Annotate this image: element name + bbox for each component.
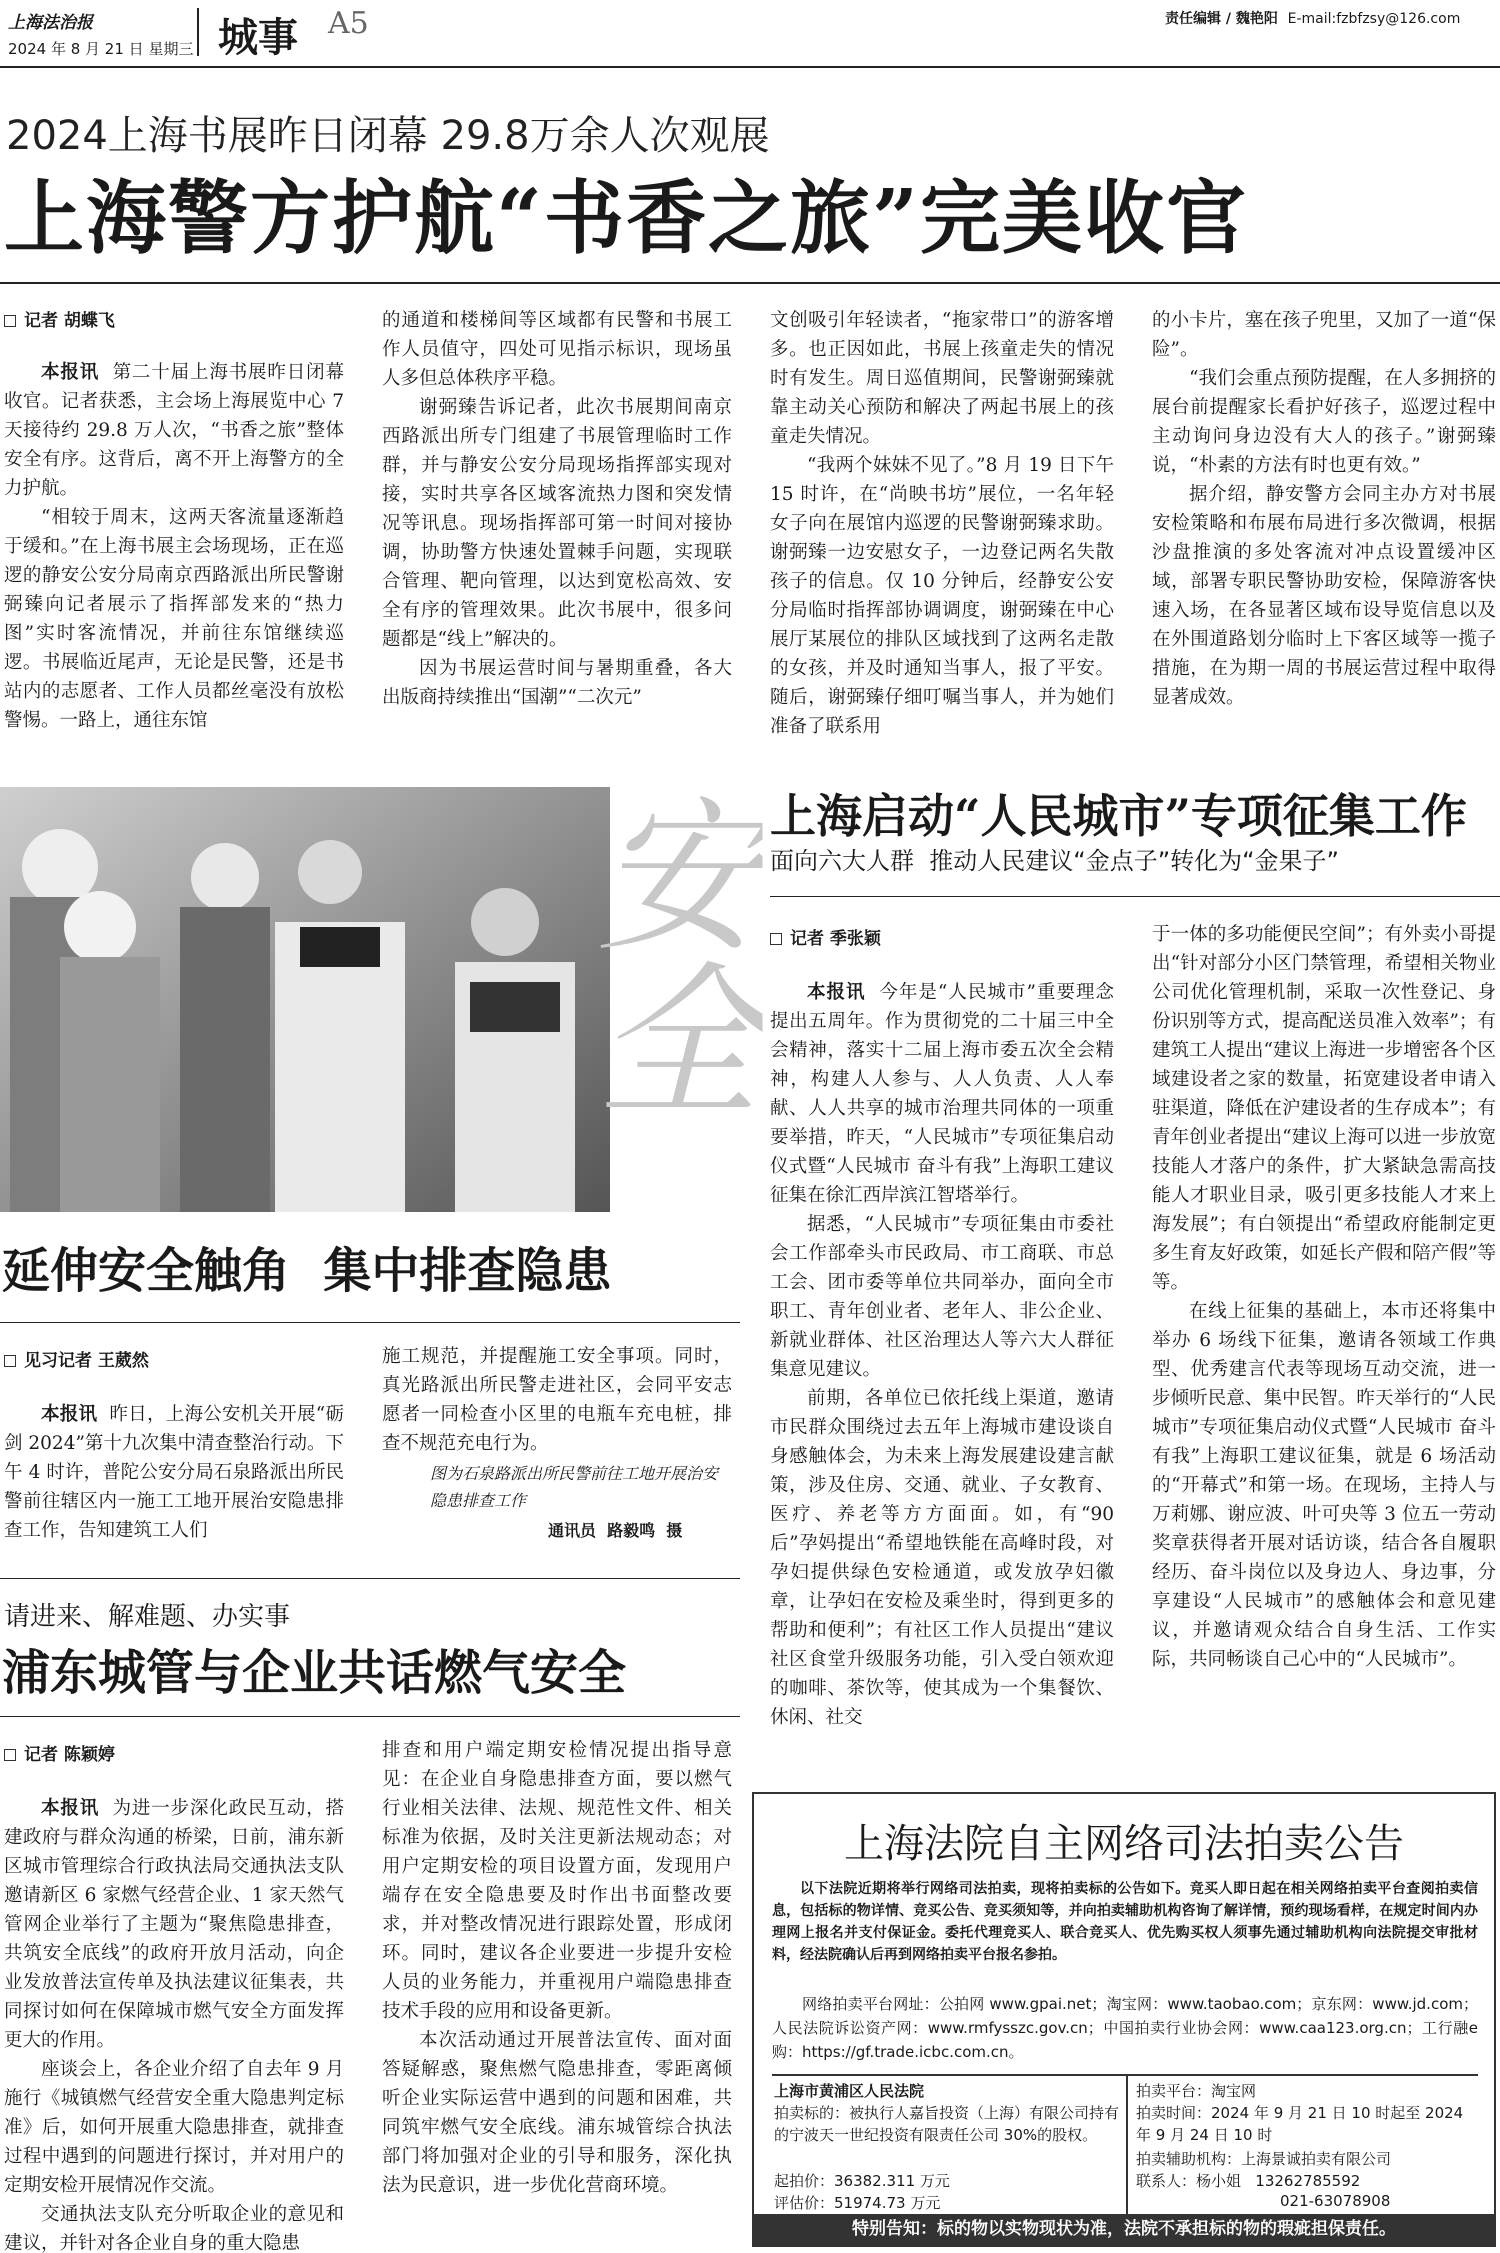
auction-agency: 拍卖辅助机构：上海景诚拍卖有限公司 xyxy=(1136,2150,1392,2168)
story4-top-rule xyxy=(0,1578,740,1579)
auction-contact: 联系人：杨小姐 13262785592 xyxy=(1136,2172,1361,2190)
story4-kicker: 请进来、解难题、办实事 xyxy=(4,1602,291,1632)
auction-time: 拍卖时间：2024 年 9 月 21 日 10 时起至 2024 年 9 月 24 日 10 时 xyxy=(1136,2104,1464,2144)
story3-rule xyxy=(770,896,1500,897)
story4-byline: 记者 陈颖婷 xyxy=(4,1740,115,1765)
story1-col1: 本报讯 第二十届上海书展昨日闭幕收官。记者获悉，主会场上海展览中心 7 天接待约 29.8 万人次，“书香之旅”整体安全有序。这背后，离不开上海警方的全力护航。 “相较于周末，这两天客流量逐渐趋于缓和。”在上海书展主会场现场，正在巡逻的静安公安分局南京西路派出所民警谢弼臻向记者展示了指挥部发来的“热力图”实时客流情况，并前往东馆继续巡逻。书展临近尾声，无论是民警，还是书站内的志愿者、工作人员都丝毫没有放松警惕。一路上，通往东馆 xyxy=(4,362,344,731)
story3-col2: 于一体的多功能便民空间”；有外卖小哥提出“针对部分小区门禁管理，希望相关物业公司优化管理机制，采取一次性登记、身份识别等方式，提高配送员准入效率”；有建筑工人提出“建议上海进一步增密各个区域建设者之家的数量，拓宽建设者申请入驻渠道，降低在沪建设者的生存成本”；有青年创业者提出“建议上海可以进一步放宽技能人才落户的条件，扩大紧缺急需高技能人才职业目录，吸引更多技能人才来上海发展”；有白领提出“希望政府能制定更多生育友好政策，如延长产假和陪产假”等等。 在线上征集的基础上，本市还将集中举办 6 场线下征集，邀请各领域工作典型、优秀建言代表等现场互动交流，进一步倾听民意、集中民智。昨天举行的“人民城市”专项征集启动仪式暨“人民城市 奋斗有我”上海职工建议征集，就是 6 场活动的“开幕式”和第一场。在现场，主持人与万莉娜、谢应波、叶可央等 3 位五一劳动奖章获得者开展对话访谈，结合各自履职经历、奋斗岗位以及身边人、身边事，分享建设“人民城市”的感触体会和意见建议，并邀请观众结合自身生活、工作实际，共同畅谈自己心中的“人民城市”。 xyxy=(1152,924,1496,1670)
page-header xyxy=(0,0,1500,68)
auction-eval-price: 评估价：51974.73 万元 xyxy=(774,2194,941,2212)
auction-special-notice: 特别告知：标的物以实物现状为准，法院不承担标的物的瑕疵担保责任。 xyxy=(754,2214,1494,2245)
auction-title: 上海法院自主网络司法拍卖公告 xyxy=(844,1821,1404,1867)
auction-start-price: 起拍价：36382.311 万元 xyxy=(774,2172,950,2190)
auction-intro: 以下法院近期将举行网络司法拍卖，现将拍卖标的公告如下。竞买人即日起在相关网络拍卖平台查阅拍卖信息，包括标的物详情、竞买公告、竞买须知等，并向拍卖辅助机构咨询了解详情，预约现场看样，在规定时间内办理网上报名并支付保证金。委托代理竞买人、联合竞买人、优先购买权人须事先通过辅助机构向法院提交审批材料，经法院确认后再到网络拍卖平台报名参拍。 xyxy=(772,1881,1478,1963)
auction-platform: 拍卖平台：淘宝网 xyxy=(1136,2082,1257,2100)
page-number: A5 xyxy=(328,6,369,41)
photo-caption: 图为石泉路派出所民警前往工地开展治安隐患排查工作 xyxy=(430,1464,719,1510)
story2-byline: 见习记者 王葳然 xyxy=(4,1346,149,1371)
story1-byline: 记者 胡蝶飞 xyxy=(4,306,115,331)
auction-phone2: 021-63078908 xyxy=(1280,2192,1391,2210)
story3-headline: 上海启动“人民城市”专项征集工作 xyxy=(770,789,1467,843)
editor-credit: 责任编辑 / 魏艳阳 E-mail:fzbfzsy@126.com xyxy=(1165,11,1461,27)
auction-platforms: 网络拍卖平台网址：公拍网 www.gpai.net；淘宝网：www.taobao.com；京东网：www.jd.com；人民法院诉讼资产网：www.rmfysszc.gov.cn；中国拍卖行业协会网：www.caa123.org.cn；工行融e购：https://gf.trade.icbc.com.cn。 xyxy=(772,1995,1478,2061)
story2-rule xyxy=(0,1322,740,1323)
auction-subject: 拍卖标的：被执行人嘉旨投资（上海）有限公司持有的宁波天一世纪投资有限责任公司 30%的股权。 xyxy=(774,2104,1120,2144)
auction-court: 上海市黄浦区人民法院 xyxy=(774,2082,925,2100)
story2-col1: 本报讯 昨日，上海公安机关开展“砺剑 2024”第十九次集中清查整治行动。下午 4 时许，普陀公安分局石泉路派出所民警前往辖区内一施工工地开展治安隐患排查工作，告知建筑工人们 xyxy=(4,1404,344,1541)
story1-col2: 的通道和楼梯间等区域都有民警和书展工作人员值守，四处可见指示标识，现场虽人多但总体秩序平稳。 谢弼臻告诉记者，此次书展期间南京西路派出所专门组建了书展管理临时工作群，并与静安公安分局现场指挥部实现对接，实时共享各区域客流热力图和突发情况等讯息。现场指挥部可第一时间对接协调，协助警方快速处置棘手问题，实现联合管理、靶向管理，以达到宽松高效、安全有序的管理效果。此次书展中，很多问题都是“线上”解决的。 因为书展运营时间与暑期重叠，各大出版商持续推出“国潮”“二次元” xyxy=(382,310,732,708)
auction-table-rule-v xyxy=(1126,2074,1128,2220)
story1-rule xyxy=(0,282,1500,284)
story3-subhead: 面向六大人群 推动人民建议“金点子”转化为“金果子” xyxy=(770,847,1339,875)
story1-col4: 的小卡片，塞在孩子兜里，又加了一道“保险”。 “我们会重点预防提醒，在人多拥挤的展台前提醒家长看护好孩子，巡逻过程中主动询问身边没有大人的孩子。”谢弼臻说，“朴素的方法有时也更有效。” 据介绍，静安警方会同主办方对书展安检策略和布展布局进行多次微调，根据沙盘推演的多处客流对冲点设置缓冲区域，部署专职民警协助安检，保障游客快速入场，在各显著区域布设导览信息以及在外围道路划分临时上下客区域等一揽子措施，在为期一周的书展运营过程中取得显著成效。 xyxy=(1152,310,1496,708)
photo-credit: 通讯员 路毅鸣 摄 xyxy=(548,1521,683,1540)
auction-notice xyxy=(752,1792,1496,2247)
story1-col3: 文创吸引年轻读者，“拖家带口”的游客增多。也正因如此，书展上孩童走失的情况时有发生。周日巡值期间，民警谢弼臻就靠主动关心预防和解决了两起书展上的孩童走失情况。 “我两个妹妹不见了。”8 月 19 日下午 15 时许，在“尚映书坊”展位，一名年轻女子向在展馆内巡逻的民警谢弼臻求助。谢弼臻一边安慰女子，一边登记两名失散孩子的信息。仅 10 分钟后，经静安公安分局临时指挥部协调调度，谢弼臻在中心展厅某展位的排队区域找到了这两名走散的女孩，并及时通知当事人，报了平安。随后，谢弼臻仔细叮嘱当事人，并为她们准备了联系用 xyxy=(770,310,1114,737)
story4-rule xyxy=(0,1716,740,1717)
issue-date: 2024 年 8 月 21 日 星期三 xyxy=(8,40,194,58)
story1-kicker: 2024上海书展昨日闭幕 29.8万余人次观展 xyxy=(6,113,770,159)
police-photo xyxy=(0,787,610,1212)
story1-headline: 上海警方护航“书香之旅”完美收官 xyxy=(4,171,1249,265)
header-divider xyxy=(197,8,199,56)
story4-headline: 浦东城管与企业共话燃气安全 xyxy=(2,1645,627,1701)
story2-col2: 施工规范，并提醒施工安全事项。同时，真光路派出所民警走进社区，会同平安志愿者一同检查小区里的电瓶车充电桩，排查不规范充电行为。 xyxy=(382,1346,732,1454)
story4-col2: 排查和用户端定期安检情况提出指导意见：在企业自身隐患排查方面，要以燃气行业相关法律、法规、规范性文件、相关标准为依据，及时关注更新法规动态；对用户定期安检的项目设置方面，发现用户端存在安全隐患要及时作出书面整改要求，并对整改情况进行跟踪处置，形成闭环。同时，建议各企业要进一步提升安检人员的业务能力，并重视用户端隐患排查技术手段的应用和设备更新。 本次活动通过开展普法宣传、面对面答疑解惑，聚焦燃气隐患排查，零距离倾听企业实际运营中遇到的问题和困难，共同筑牢燃气安全底线。浦东城管综合执法部门将加强对企业的引导和服务，深化执法为民意识，进一步优化营商环境。 xyxy=(382,1740,732,2196)
story4-col1: 本报讯 为进一步深化政民互动，搭建政府与群众沟通的桥梁，日前，浦东新区城市管理综合行政执法局交通执法支队邀请新区 6 家燃气经营企业、1 家天然气管网企业举行了主题为“聚焦隐患排查，共筑安全底线”的政府开放月活动，向企业发放普法宣传单及执法建议征集表，共同探讨如何在保障城市燃气安全方面发挥更大的作用。 座谈会上，各企业介绍了自去年 9 月施行《城镇燃气经营安全重大隐患判定标准》后，如何开展重大隐患排查，就排查过程中遇到的问题进行探讨，并对用户的定期安检开展情况作交流。 交通执法支队充分听取企业的意见和建议，并针对各企业自身的重大隐患 xyxy=(4,1798,344,2253)
story2-headline: 延伸安全触角 集中排查隐患 xyxy=(2,1243,612,1299)
auction-table-rule-h xyxy=(772,2074,1478,2076)
story3-col1: 本报讯 今年是“人民城市”重要理念提出五周年。作为贯彻党的二十届三中全会精神，落实十二届上海市委五次全会精神，构建人人参与、人人负责、人人奉献、人人共享的城市治理共同体的一项重要举措，昨天，“人民城市”专项征集启动仪式暨“人民城市 奋斗有我”上海职工建议征集在徐汇西岸滨江智塔举行。 据悉，“人民城市”专项征集由市委社会工作部牵头市民政局、市工商联、市总工会、团市委等单位共同举办，面向全市职工、青年创业者、老年人、非公企业、新就业群体、社区治理达人等六大人群征集意见建议。 前期，各单位已依托线上渠道，邀请市民群众围绕过去五年上海城市建设谈自身感触体会，为未来上海发展建设建言献策，涉及住房、交通、就业、子女教育、医疗、养老等方方面面。如，有“90 后”孕妈提出“希望地铁能在高峰时段，对孕妇提供绿色安检通道，或发放孕妇徽章，让孕妇在安检及乘坐时，得到更多的帮助和便利”；有社区工作人员提出“建议社区食堂升级服务功能，引入受白领欢迎的咖啡、茶饮等，使其成为一个集餐饮、休闲、社交 xyxy=(770,982,1114,1728)
paper-logo: 上海法治报 xyxy=(8,13,93,33)
story3-byline: 记者 季张颖 xyxy=(770,924,881,949)
calligraphy-anquan: 安全 xyxy=(569,790,761,1120)
section-name: 城事 xyxy=(218,14,298,61)
